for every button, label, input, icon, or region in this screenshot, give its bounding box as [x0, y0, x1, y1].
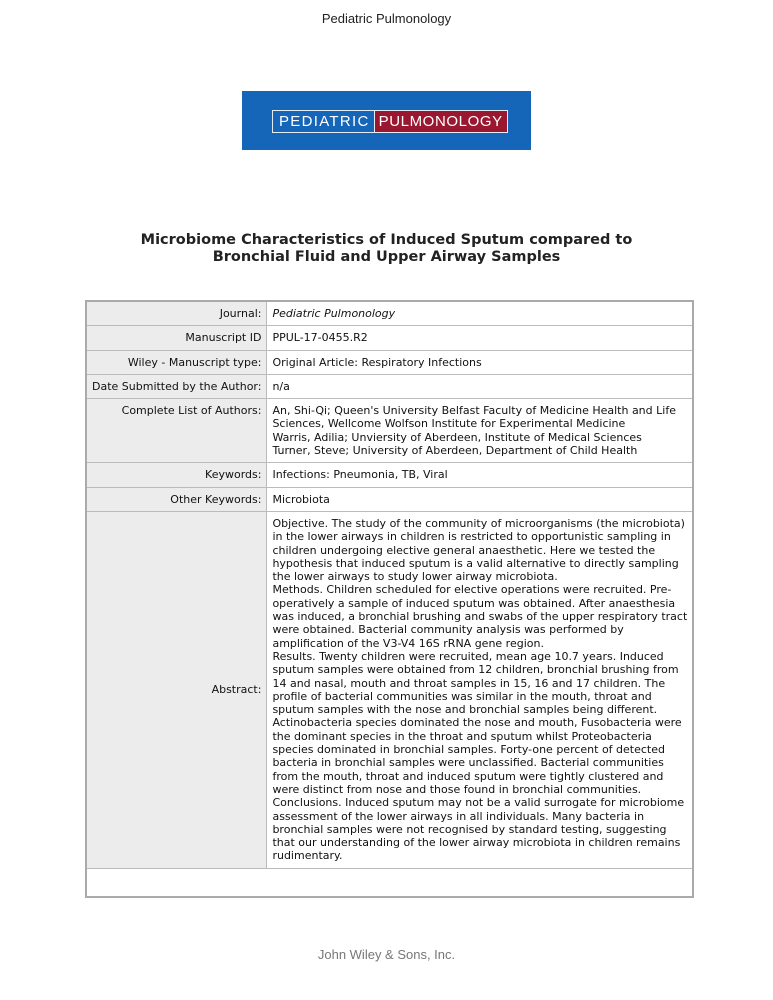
- row-manuscript-type: [86, 350, 693, 374]
- abstract-line: 14 and nasal, mouth and throat samples in 15, 16 and 17 children. The: [272, 676, 666, 690]
- value-date-submitted: n/a: [267, 374, 693, 398]
- article-title: [0, 232, 773, 266]
- abstract-line: Actinobacteria species dominated the nose and mouth, Fusobacteria were: [272, 716, 682, 730]
- row-date-submitted: [86, 374, 693, 398]
- row-abstract: [86, 511, 693, 868]
- value-manuscript-id: PPUL-17-0455.R2: [267, 326, 693, 350]
- abstract-line: Results. Twenty children were recruited, mean age 10.7 years. Induced: [272, 649, 664, 663]
- label-other-keywords: Other Keywords:: [86, 487, 267, 511]
- author-line: Turner, Steve; University of Aberdeen, Department of Child Health: [272, 444, 638, 458]
- empty-cell: [86, 868, 693, 897]
- row-journal: [86, 301, 693, 326]
- abstract-line: the dominant species in the throat and sputum whilst Proteobacteria: [272, 729, 652, 743]
- abstract-line: species dominated in bronchial samples. Forty-one percent of detected: [272, 743, 665, 757]
- abstract-line: profile of bacterial communities was similar in the mouth, throat and: [272, 689, 652, 703]
- value-keywords: Infections: Pneumonia, TB, Viral: [267, 463, 693, 487]
- label-abstract: Abstract:: [86, 511, 267, 868]
- abstract-line: hypothesis that induced sputum is a valid alternative to directly sampling: [272, 556, 679, 570]
- label-journal: Journal:: [86, 301, 267, 326]
- logo-text-pulmonology: PULMONOLOGY: [375, 111, 507, 132]
- running-head: Pediatric Pulmonology: [321, 11, 452, 26]
- label-manuscript-type: Wiley - Manuscript type:: [86, 350, 267, 374]
- label-manuscript-id: Manuscript ID: [86, 326, 267, 350]
- abstract-line: operatively a sample of induced sputum was obtained. After anaesthesia: [272, 596, 676, 610]
- abstract-line: assessment of the lower airways in all individuals. Many bacteria in: [272, 809, 645, 823]
- row-empty: [86, 868, 693, 897]
- author-line: Warris, Adilia; Unviersity of Aberdeen, Institute of Medical Sciences: [272, 430, 642, 444]
- publisher-footer: John Wiley & Sons, Inc.: [317, 947, 456, 962]
- abstract-line: bronchial samples were not recognised by standard testing, suggesting: [272, 822, 667, 836]
- abstract-line: sputum samples were obtained from 12 children, bronchial brushing from: [272, 663, 679, 677]
- abstract-line: bacteria in bronchial samples were unclassified. Bacterial communities: [272, 756, 664, 770]
- value-manuscript-type: Original Article: Respiratory Infections: [267, 350, 693, 374]
- title-line: Bronchial Fluid and Upper Airway Samples: [212, 249, 561, 265]
- author-line: An, Shi-Qi; Queen's University Belfast Faculty of Medicine Health and Life: [272, 404, 676, 418]
- logo-text-pediatric: PEDIATRIC: [273, 111, 375, 132]
- abstract-line: Objective. The study of the community of microorganisms (the microbiota): [272, 516, 685, 530]
- abstract-line: amplification of the V3-V4 16S rRNA gene region.: [272, 636, 544, 650]
- value-journal: Pediatric Pulmonology: [267, 301, 693, 326]
- label-date-submitted: Date Submitted by the Author:: [86, 374, 267, 398]
- row-other-keywords: [86, 487, 693, 511]
- title-line: Microbiome Characteristics of Induced Sputum compared to: [140, 232, 633, 248]
- abstract-line: that our understanding of the lower airway microbiota in children remains: [272, 836, 681, 850]
- abstract-line: children undergoing elective general anaesthetic. Here we tested the: [272, 543, 656, 557]
- row-keywords: [86, 463, 693, 487]
- manuscript-info-table: [85, 300, 694, 898]
- row-manuscript-id: [86, 326, 693, 350]
- abstract-line: were distinct from nose and those found in bronchial communities.: [272, 782, 642, 796]
- value-authors: [267, 399, 693, 463]
- label-authors: Complete List of Authors:: [86, 399, 267, 463]
- abstract-line: in the lower airways in children is restricted to opportunistic sampling in: [272, 530, 671, 544]
- abstract-line: Conclusions. Induced sputum may not be a valid surrogate for microbiome: [272, 796, 685, 810]
- journal-logo: [242, 91, 531, 150]
- abstract-line: rudimentary.: [272, 849, 343, 863]
- row-authors: [86, 399, 693, 463]
- label-keywords: Keywords:: [86, 463, 267, 487]
- abstract-line: Methods. Children scheduled for elective operations were recruited. Pre-: [272, 583, 672, 597]
- abstract-line: sputum samples with the nose and bronchial samples being different.: [272, 703, 658, 717]
- value-other-keywords: Microbiota: [267, 487, 693, 511]
- logo-banner: [272, 110, 508, 133]
- abstract-line: from the mouth, throat and induced sputum were tightly clustered and: [272, 769, 664, 783]
- abstract-line: the lower airways to study lower airway microbiota.: [272, 570, 558, 584]
- author-line: Sciences, Wellcome Wolfson Institute for Experimental Medicine: [272, 417, 626, 431]
- value-abstract: [267, 511, 693, 868]
- abstract-line: was induced, a bronchial brushing and swabs of the upper respiratory tract: [272, 610, 688, 624]
- abstract-line: were obtained. Bacterial community analysis was performed by: [272, 623, 624, 637]
